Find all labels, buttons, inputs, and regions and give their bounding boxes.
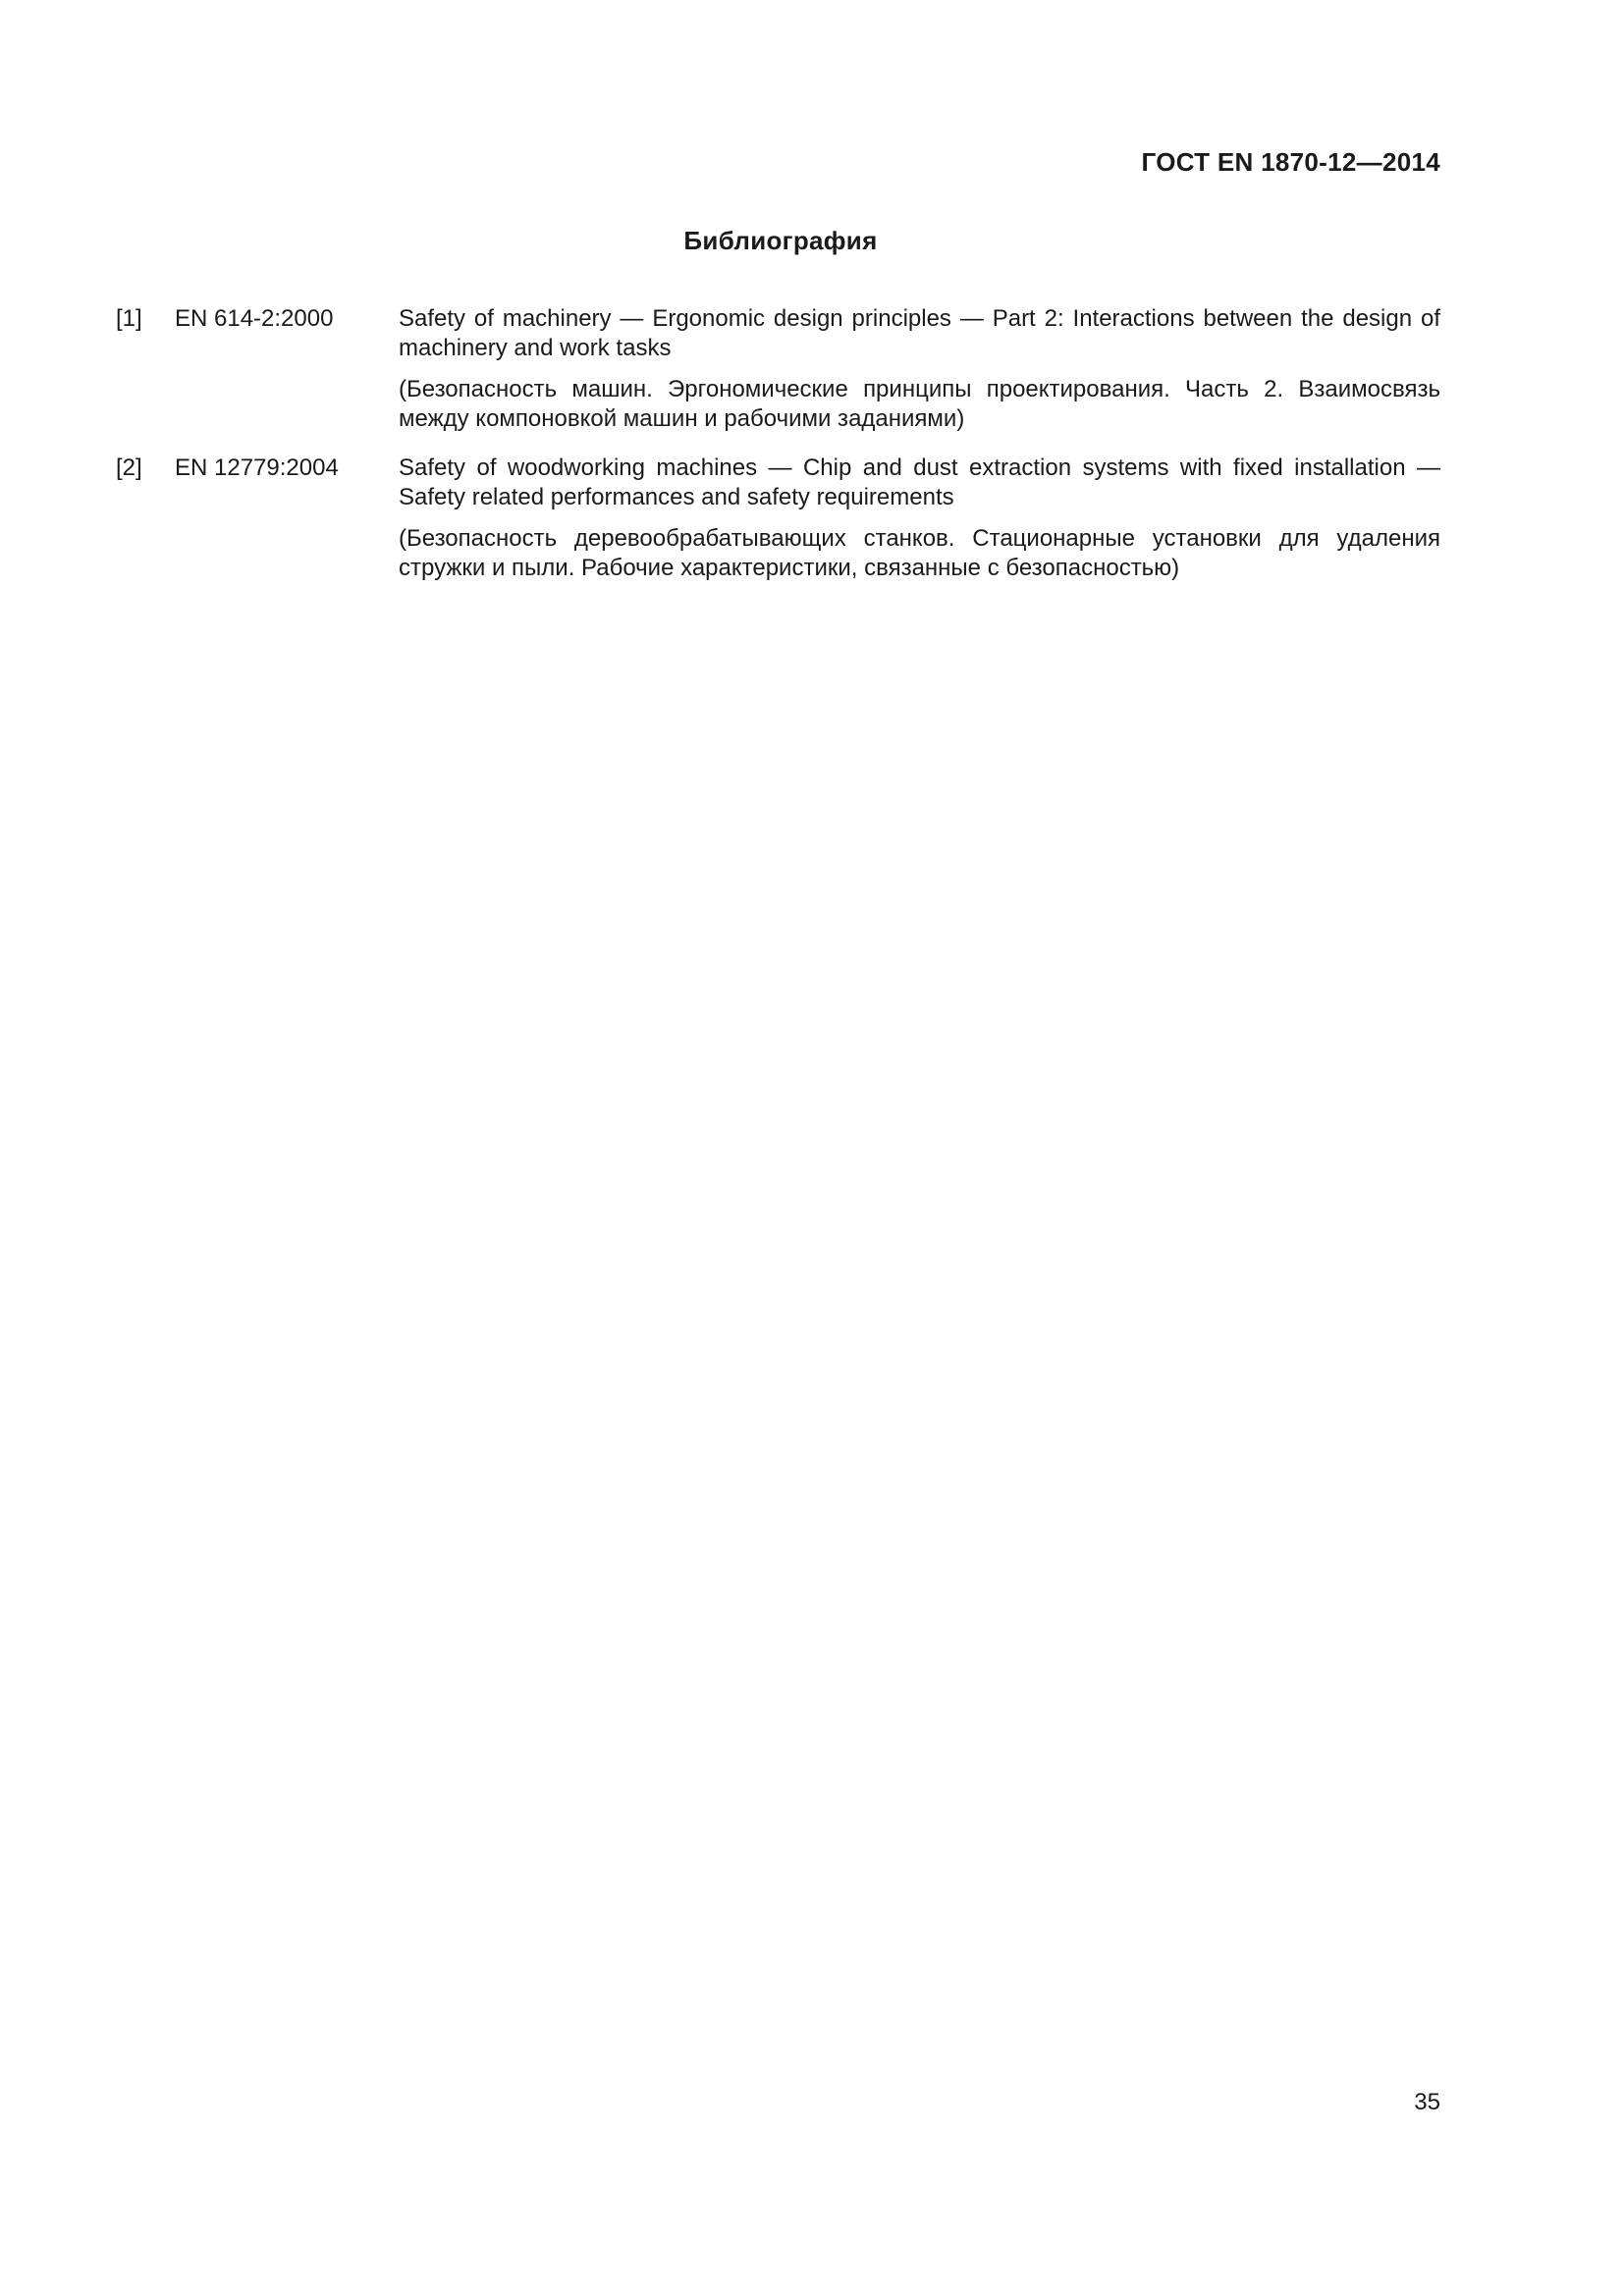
entry-body	[399, 304, 1440, 434]
entry-title-ru: (Безопасность машин. Эргономические принципы проектирования. Часть 2. Взаимосвязь между компоновкой машин и рабочими заданиями)	[399, 376, 1440, 432]
bibliography-entry	[116, 454, 1440, 583]
standard-header: ГОСТ EN 1870-12—2014	[1141, 147, 1440, 177]
bibliography-list	[116, 304, 1440, 603]
entry-number: [2]	[116, 454, 142, 481]
entry-title-ru: (Безопасность деревообрабатывающих станков. Стационарные установки для удаления стружки и пыли. Рабочие характеристики, связанные с безопасностью)	[399, 525, 1440, 581]
entry-title-en: Safety of machinery — Ergonomic design principles — Part 2: Interactions between the design of machinery and work tasks	[399, 305, 1440, 361]
entry-standard-code: EN 12779:2004	[175, 454, 339, 481]
entry-standard-code: EN 614-2:2000	[175, 305, 334, 332]
section-title: Библиография	[683, 226, 878, 255]
entry-title-en: Safety of woodworking machines — Chip and dust extraction systems with fixed installation — Safety related performances and safety requirements	[399, 454, 1440, 510]
bibliography-entry	[116, 304, 1440, 434]
entry-number: [1]	[116, 305, 142, 332]
page-number: 35	[1414, 2089, 1440, 2115]
entry-body	[399, 454, 1440, 583]
